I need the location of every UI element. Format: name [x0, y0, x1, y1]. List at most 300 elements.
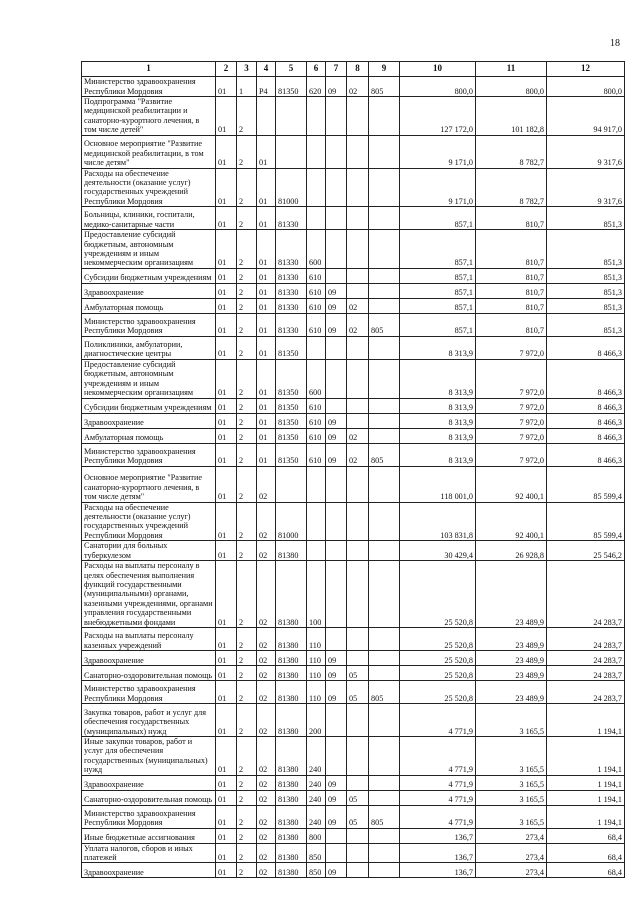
ministry-code-cell [369, 502, 400, 541]
gp-code-cell: 01 [216, 97, 237, 136]
pp-code-cell: 2 [237, 703, 257, 736]
expense-type-cell: 850 [307, 843, 326, 863]
table-row [82, 230, 625, 269]
gp-code-cell: 01 [216, 413, 237, 428]
table-row [82, 680, 625, 703]
subsection-cell [347, 207, 369, 230]
table-row [82, 268, 625, 283]
subsection-cell [347, 828, 369, 843]
amount-year-1-cell: 103 831,8 [400, 502, 476, 541]
amount-year-3-cell: 24 283,7 [547, 680, 625, 703]
section-cell [326, 398, 347, 413]
pp-code-cell: 2 [237, 680, 257, 703]
row-name-cell: Иные бюджетные ассигнования [82, 828, 216, 843]
table-row [82, 413, 625, 428]
amount-year-1-cell: 136,7 [400, 828, 476, 843]
amount-year-1-cell: 25 520,8 [400, 560, 476, 627]
ministry-code-cell [369, 843, 400, 863]
ministry-code-cell: 805 [369, 77, 400, 97]
row-name-cell: Министерство здравоохранения Республики Мордовия [82, 443, 216, 466]
gp-code-cell: 01 [216, 298, 237, 313]
table-row [82, 863, 625, 878]
gp-code-cell: 01 [216, 650, 237, 665]
direction-code-cell: 81350 [276, 413, 307, 428]
amount-year-1-cell: 8 313,9 [400, 398, 476, 413]
pp-code-cell: 1 [237, 77, 257, 97]
section-cell: 09 [326, 680, 347, 703]
om-code-cell: 02 [257, 541, 276, 561]
header-cell: 5 [276, 62, 307, 77]
gp-code-cell: 01 [216, 268, 237, 283]
amount-year-2-cell: 810,7 [476, 298, 547, 313]
amount-year-3-cell: 68,4 [547, 863, 625, 878]
table-row [82, 359, 625, 398]
amount-year-2-cell: 3 165,5 [476, 736, 547, 775]
row-name-cell: Амбулаторная помощь [82, 428, 216, 443]
section-cell: 09 [326, 805, 347, 828]
direction-code-cell: 81000 [276, 502, 307, 541]
ministry-code-cell [369, 413, 400, 428]
gp-code-cell: 01 [216, 313, 237, 336]
section-cell: 09 [326, 790, 347, 805]
section-cell [326, 135, 347, 168]
amount-year-3-cell: 24 283,7 [547, 560, 625, 627]
ministry-code-cell: 805 [369, 680, 400, 703]
subsection-cell [347, 863, 369, 878]
amount-year-2-cell: 92 400,1 [476, 466, 547, 502]
ministry-code-cell [369, 298, 400, 313]
om-code-cell: 01 [257, 230, 276, 269]
amount-year-1-cell: 136,7 [400, 843, 476, 863]
ministry-code-cell [369, 97, 400, 136]
amount-year-1-cell: 9 171,0 [400, 168, 476, 207]
amount-year-3-cell: 94 917,0 [547, 97, 625, 136]
subsection-cell [347, 398, 369, 413]
amount-year-1-cell: 9 171,0 [400, 135, 476, 168]
subsection-cell [347, 168, 369, 207]
section-cell [326, 336, 347, 359]
ministry-code-cell: 805 [369, 443, 400, 466]
amount-year-2-cell: 7 972,0 [476, 443, 547, 466]
header-cell: 12 [547, 62, 625, 77]
subsection-cell [347, 230, 369, 269]
gp-code-cell: 01 [216, 805, 237, 828]
pp-code-cell: 2 [237, 560, 257, 627]
row-name-cell: Здравоохранение [82, 413, 216, 428]
section-cell [326, 502, 347, 541]
amount-year-2-cell: 23 489,9 [476, 680, 547, 703]
pp-code-cell: 2 [237, 650, 257, 665]
row-name-cell: Субсидии бюджетным учреждениям [82, 268, 216, 283]
header-cell: 3 [237, 62, 257, 77]
section-cell: 09 [326, 863, 347, 878]
row-name-cell: Расходы на обеспечение деятельности (оказание услуг) государственных учреждений Республики Мордовия [82, 502, 216, 541]
amount-year-2-cell: 800,0 [476, 77, 547, 97]
amount-year-3-cell: 851,3 [547, 230, 625, 269]
amount-year-1-cell: 857,1 [400, 298, 476, 313]
amount-year-3-cell: 85 599,4 [547, 502, 625, 541]
om-code-cell: 01 [257, 168, 276, 207]
pp-code-cell: 2 [237, 843, 257, 863]
expense-type-cell: 610 [307, 398, 326, 413]
subsection-cell [347, 466, 369, 502]
amount-year-1-cell: 857,1 [400, 207, 476, 230]
table-row [82, 541, 625, 561]
expense-type-cell: 610 [307, 443, 326, 466]
subsection-cell: 05 [347, 790, 369, 805]
subsection-cell: 02 [347, 298, 369, 313]
table-row [82, 313, 625, 336]
pp-code-cell: 2 [237, 466, 257, 502]
expense-type-cell [307, 502, 326, 541]
direction-code-cell: 81330 [276, 298, 307, 313]
expense-type-cell [307, 135, 326, 168]
amount-year-2-cell: 23 489,9 [476, 560, 547, 627]
amount-year-3-cell: 1 194,1 [547, 736, 625, 775]
subsection-cell [347, 359, 369, 398]
direction-code-cell: 81330 [276, 313, 307, 336]
section-cell: 09 [326, 283, 347, 298]
subsection-cell: 05 [347, 665, 369, 680]
section-cell: 09 [326, 428, 347, 443]
amount-year-2-cell: 3 165,5 [476, 775, 547, 790]
direction-code-cell: 81380 [276, 863, 307, 878]
pp-code-cell: 2 [237, 313, 257, 336]
direction-code-cell: 81380 [276, 828, 307, 843]
expense-type-cell: 110 [307, 680, 326, 703]
ministry-code-cell [369, 560, 400, 627]
om-code-cell: 02 [257, 665, 276, 680]
amount-year-1-cell: 8 313,9 [400, 359, 476, 398]
section-cell: 09 [326, 77, 347, 97]
om-code-cell: 01 [257, 413, 276, 428]
expense-type-cell: 240 [307, 805, 326, 828]
section-cell [326, 207, 347, 230]
amount-year-2-cell: 8 782,7 [476, 168, 547, 207]
expense-type-cell: 200 [307, 703, 326, 736]
amount-year-3-cell: 24 283,7 [547, 650, 625, 665]
subsection-cell [347, 268, 369, 283]
expense-type-cell: 610 [307, 413, 326, 428]
amount-year-2-cell: 7 972,0 [476, 398, 547, 413]
amount-year-1-cell: 857,1 [400, 230, 476, 269]
section-cell: 09 [326, 298, 347, 313]
ministry-code-cell: 805 [369, 805, 400, 828]
section-cell: 09 [326, 413, 347, 428]
amount-year-3-cell: 68,4 [547, 843, 625, 863]
pp-code-cell: 2 [237, 627, 257, 650]
section-cell [326, 97, 347, 136]
ministry-code-cell [369, 428, 400, 443]
amount-year-1-cell: 8 313,9 [400, 336, 476, 359]
direction-code-cell: 81380 [276, 560, 307, 627]
direction-code-cell: 81380 [276, 665, 307, 680]
expense-type-cell [307, 97, 326, 136]
header-cell: 8 [347, 62, 369, 77]
om-code-cell: 02 [257, 703, 276, 736]
direction-code-cell: 81330 [276, 207, 307, 230]
subsection-cell [347, 843, 369, 863]
gp-code-cell: 01 [216, 843, 237, 863]
amount-year-1-cell: 25 520,8 [400, 665, 476, 680]
amount-year-2-cell: 101 182,8 [476, 97, 547, 136]
om-code-cell: 02 [257, 627, 276, 650]
amount-year-3-cell: 1 194,1 [547, 790, 625, 805]
amount-year-1-cell: 25 520,8 [400, 650, 476, 665]
amount-year-1-cell: 25 520,8 [400, 680, 476, 703]
amount-year-1-cell: 136,7 [400, 863, 476, 878]
amount-year-2-cell: 7 972,0 [476, 428, 547, 443]
amount-year-2-cell: 23 489,9 [476, 650, 547, 665]
table-row [82, 283, 625, 298]
gp-code-cell: 01 [216, 736, 237, 775]
row-name-cell: Предоставление субсидий бюджетным, автономным учреждениям и иным некоммерческим организациям [82, 359, 216, 398]
direction-code-cell: 81350 [276, 336, 307, 359]
pp-code-cell: 2 [237, 230, 257, 269]
amount-year-1-cell: 4 771,9 [400, 775, 476, 790]
row-name-cell: Санаторно-оздоровительная помощь [82, 790, 216, 805]
om-code-cell: 02 [257, 863, 276, 878]
table-row [82, 775, 625, 790]
amount-year-3-cell: 851,3 [547, 207, 625, 230]
amount-year-3-cell: 1 194,1 [547, 775, 625, 790]
row-name-cell: Расходы на выплаты персоналу в целях обеспечения выполнения функций государственными (муниципальными) органами, казенными учреждениями, органами управления государственными внебюджетными фондами [82, 560, 216, 627]
table-row [82, 77, 625, 97]
amount-year-3-cell: 851,3 [547, 283, 625, 298]
amount-year-1-cell: 4 771,9 [400, 805, 476, 828]
gp-code-cell: 01 [216, 207, 237, 230]
om-code-cell: 01 [257, 398, 276, 413]
pp-code-cell: 2 [237, 775, 257, 790]
table-row [82, 627, 625, 650]
pp-code-cell: 2 [237, 207, 257, 230]
subsection-cell [347, 541, 369, 561]
header-cell: 1 [82, 62, 216, 77]
expense-type-cell: 100 [307, 560, 326, 627]
subsection-cell [347, 502, 369, 541]
section-cell [326, 828, 347, 843]
amount-year-3-cell: 8 466,3 [547, 413, 625, 428]
table-row [82, 736, 625, 775]
expense-type-cell: 110 [307, 650, 326, 665]
header-cell: 9 [369, 62, 400, 77]
amount-year-2-cell: 23 489,9 [476, 627, 547, 650]
row-name-cell: Расходы на обеспечение деятельности (оказание услуг) государственных учреждений Республики Мордовия [82, 168, 216, 207]
subsection-cell: 05 [347, 680, 369, 703]
direction-code-cell: 81380 [276, 843, 307, 863]
ministry-code-cell [369, 650, 400, 665]
gp-code-cell: 01 [216, 665, 237, 680]
header-cell: 10 [400, 62, 476, 77]
table-row [82, 843, 625, 863]
direction-code-cell: 81330 [276, 230, 307, 269]
om-code-cell: 02 [257, 790, 276, 805]
amount-year-1-cell: 8 313,9 [400, 443, 476, 466]
row-name-cell: Основное мероприятие "Развитие медицинской реабилитации, в том числе детям" [82, 135, 216, 168]
direction-code-cell: 81380 [276, 680, 307, 703]
ministry-code-cell [369, 283, 400, 298]
amount-year-1-cell: 857,1 [400, 268, 476, 283]
amount-year-3-cell: 68,4 [547, 828, 625, 843]
pp-code-cell: 2 [237, 863, 257, 878]
om-code-cell: 02 [257, 843, 276, 863]
pp-code-cell: 2 [237, 443, 257, 466]
expense-type-cell: 610 [307, 313, 326, 336]
row-name-cell: Министерство здравоохранения Республики Мордовия [82, 77, 216, 97]
table-row [82, 298, 625, 313]
direction-code-cell: 81350 [276, 359, 307, 398]
table-row [82, 560, 625, 627]
gp-code-cell: 01 [216, 775, 237, 790]
row-name-cell: Больницы, клиники, госпитали, медико-санитарные части [82, 207, 216, 230]
table-row [82, 665, 625, 680]
gp-code-cell: 01 [216, 283, 237, 298]
pp-code-cell: 2 [237, 413, 257, 428]
om-code-cell: 01 [257, 135, 276, 168]
pp-code-cell: 2 [237, 828, 257, 843]
ministry-code-cell [369, 703, 400, 736]
gp-code-cell: 01 [216, 336, 237, 359]
amount-year-1-cell: 25 520,8 [400, 627, 476, 650]
section-cell [326, 168, 347, 207]
amount-year-1-cell: 30 429,4 [400, 541, 476, 561]
row-name-cell: Амбулаторная помощь [82, 298, 216, 313]
gp-code-cell: 01 [216, 502, 237, 541]
row-name-cell: Министерство здравоохранения Республики Мордовия [82, 805, 216, 828]
section-cell [326, 736, 347, 775]
section-cell: 09 [326, 775, 347, 790]
om-code-cell: 01 [257, 298, 276, 313]
pp-code-cell: 2 [237, 97, 257, 136]
gp-code-cell: 01 [216, 230, 237, 269]
gp-code-cell: 01 [216, 627, 237, 650]
expense-type-cell: 600 [307, 359, 326, 398]
direction-code-cell [276, 97, 307, 136]
gp-code-cell: 01 [216, 168, 237, 207]
om-code-cell: 02 [257, 736, 276, 775]
om-code-cell: P4 [257, 77, 276, 97]
om-code-cell: 01 [257, 359, 276, 398]
expense-type-cell: 240 [307, 736, 326, 775]
section-cell: 09 [326, 313, 347, 336]
pp-code-cell: 2 [237, 359, 257, 398]
om-code-cell: 01 [257, 443, 276, 466]
amount-year-1-cell: 4 771,9 [400, 790, 476, 805]
ministry-code-cell [369, 775, 400, 790]
direction-code-cell: 81380 [276, 790, 307, 805]
subsection-cell: 02 [347, 428, 369, 443]
om-code-cell: 02 [257, 805, 276, 828]
row-name-cell: Санаторно-оздоровительная помощь [82, 665, 216, 680]
row-name-cell: Иные закупки товаров, работ и услуг для обеспечения государственных (муниципальных) нужд [82, 736, 216, 775]
amount-year-2-cell: 273,4 [476, 843, 547, 863]
table-row [82, 650, 625, 665]
page-number: 18 [610, 38, 620, 49]
direction-code-cell: 81380 [276, 736, 307, 775]
table-row [82, 428, 625, 443]
expense-type-cell: 610 [307, 428, 326, 443]
amount-year-2-cell: 3 165,5 [476, 790, 547, 805]
amount-year-2-cell: 810,7 [476, 230, 547, 269]
expense-type-cell: 620 [307, 77, 326, 97]
direction-code-cell: 81330 [276, 268, 307, 283]
gp-code-cell: 01 [216, 466, 237, 502]
table-row [82, 336, 625, 359]
table-row [82, 703, 625, 736]
subsection-cell [347, 283, 369, 298]
direction-code-cell: 81380 [276, 627, 307, 650]
section-cell [326, 268, 347, 283]
ministry-code-cell [369, 135, 400, 168]
amount-year-1-cell: 127 172,0 [400, 97, 476, 136]
expense-type-cell [307, 168, 326, 207]
ministry-code-cell [369, 268, 400, 283]
table-row [82, 207, 625, 230]
gp-code-cell: 01 [216, 828, 237, 843]
header-cell: 2 [216, 62, 237, 77]
header-row [82, 62, 625, 77]
direction-code-cell: 81380 [276, 541, 307, 561]
amount-year-1-cell: 4 771,9 [400, 736, 476, 775]
subsection-cell: 05 [347, 805, 369, 828]
ministry-code-cell [369, 790, 400, 805]
amount-year-2-cell: 810,7 [476, 283, 547, 298]
pp-code-cell: 2 [237, 541, 257, 561]
amount-year-2-cell: 273,4 [476, 863, 547, 878]
gp-code-cell: 01 [216, 135, 237, 168]
amount-year-3-cell: 851,3 [547, 313, 625, 336]
gp-code-cell: 01 [216, 398, 237, 413]
pp-code-cell: 2 [237, 805, 257, 828]
expense-type-cell: 610 [307, 268, 326, 283]
direction-code-cell: 81380 [276, 703, 307, 736]
row-name-cell: Здравоохранение [82, 283, 216, 298]
row-name-cell: Субсидии бюджетным учреждениям [82, 398, 216, 413]
amount-year-3-cell: 800,0 [547, 77, 625, 97]
row-name-cell: Подпрограмма "Развитие медицинской реабилитации и санаторно-курортного лечения, в том числе детей" [82, 97, 216, 136]
amount-year-1-cell: 857,1 [400, 283, 476, 298]
row-name-cell: Основное мероприятие "Развитие санаторно-курортного лечения, в том числе детям" [82, 466, 216, 502]
amount-year-1-cell: 8 313,9 [400, 428, 476, 443]
amount-year-3-cell: 851,3 [547, 298, 625, 313]
amount-year-3-cell: 9 317,6 [547, 168, 625, 207]
amount-year-1-cell: 857,1 [400, 313, 476, 336]
pp-code-cell: 2 [237, 336, 257, 359]
ministry-code-cell [369, 828, 400, 843]
ministry-code-cell [369, 359, 400, 398]
expense-type-cell: 240 [307, 790, 326, 805]
row-name-cell: Расходы на выплаты персоналу казенных учреждений [82, 627, 216, 650]
amount-year-2-cell: 23 489,9 [476, 665, 547, 680]
gp-code-cell: 01 [216, 428, 237, 443]
om-code-cell: 02 [257, 502, 276, 541]
ministry-code-cell [369, 230, 400, 269]
section-cell [326, 359, 347, 398]
amount-year-3-cell: 24 283,7 [547, 627, 625, 650]
gp-code-cell: 01 [216, 703, 237, 736]
om-code-cell: 01 [257, 207, 276, 230]
amount-year-3-cell: 8 466,3 [547, 398, 625, 413]
direction-code-cell [276, 135, 307, 168]
om-code-cell [257, 97, 276, 136]
row-name-cell: Здравоохранение [82, 863, 216, 878]
table-row [82, 790, 625, 805]
expense-type-cell [307, 466, 326, 502]
budget-table [81, 61, 625, 878]
amount-year-2-cell: 7 972,0 [476, 336, 547, 359]
expense-type-cell: 600 [307, 230, 326, 269]
table-row [82, 97, 625, 136]
